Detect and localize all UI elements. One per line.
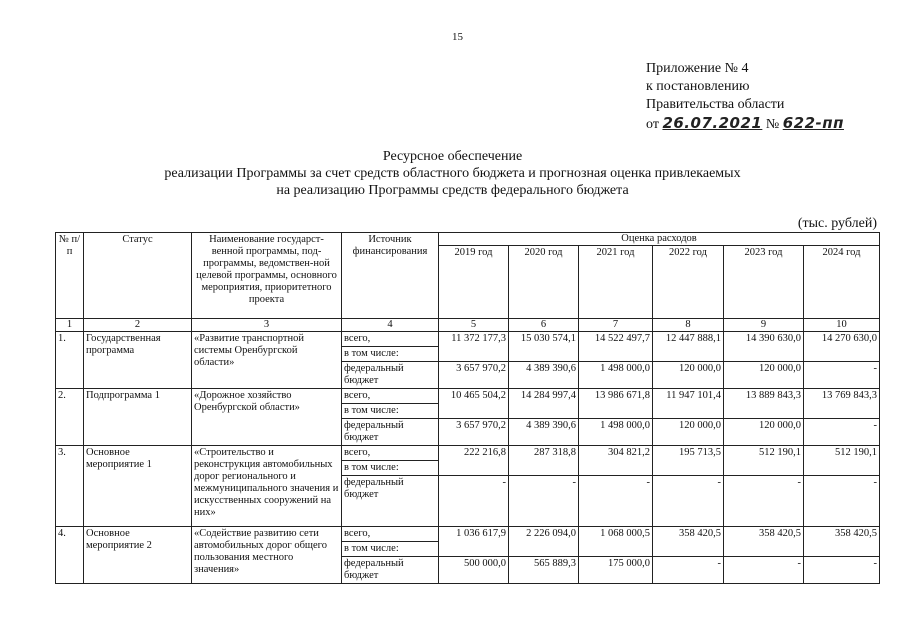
units-label: (тыс. рублей) [797,216,877,231]
table-row [56,527,880,542]
federal-value: 1 498 000,0 [579,419,653,446]
federal-value: - [653,476,724,527]
row-num: 4. [56,527,84,584]
column-number: 2 [84,319,192,332]
header-year: 2019 год [439,246,509,319]
total-value: 195 713,5 [653,446,724,476]
total-value: 11 947 101,4 [653,389,724,419]
appendix-line-2: к постановлению [646,79,750,94]
appendix-line-1: Приложение № 4 [646,61,749,76]
column-number: 8 [653,319,724,332]
document-title [0,148,905,199]
federal-value: 4 389 390,6 [509,362,579,389]
source-incl: в том числе: [342,347,439,362]
federal-value: 3 657 970,2 [439,362,509,389]
total-value: 512 190,1 [804,446,880,476]
total-value: 12 447 888,1 [653,332,724,362]
total-value: 13 889 843,3 [724,389,804,419]
source-federal: федеральный бюджет [342,476,439,527]
source-total: всего, [342,446,439,461]
total-value: 358 420,5 [724,527,804,557]
title-line-3: на реализацию Программы средств федерального бюджета [276,183,629,198]
federal-value: - [579,476,653,527]
federal-value: 120 000,0 [653,419,724,446]
row-status: Основное мероприятие 1 [84,446,192,527]
column-number: 6 [509,319,579,332]
appendix-block [646,60,844,134]
header-row-1 [56,233,880,246]
total-value: 13 986 671,8 [579,389,653,419]
total-value: 15 030 574,1 [509,332,579,362]
source-incl: в том числе: [342,542,439,557]
source-incl: в том числе: [342,461,439,476]
column-number: 1 [56,319,84,332]
row-name: «Дорожное хозяйство Оренбургской области» [192,389,342,446]
source-federal: федеральный бюджет [342,557,439,584]
source-federal: федеральный бюджет [342,362,439,389]
total-value: 2 226 094,0 [509,527,579,557]
header-name: Наименование государст-венной программы, под-программы, ведомствен-ной целевой программы, основного мероприятия, приоритетного проекта [192,233,342,319]
appendix-date-line [646,114,844,134]
handwritten-date: 26.07.2021 [662,114,763,132]
appendix-line-3: Правительства области [646,97,785,112]
header-year: 2023 год [724,246,804,319]
column-number: 4 [342,319,439,332]
total-value: 11 372 177,3 [439,332,509,362]
federal-value: - [653,557,724,584]
source-incl: в том числе: [342,404,439,419]
row-num: 1. [56,332,84,389]
total-value: 512 190,1 [724,446,804,476]
total-value: 358 420,5 [804,527,880,557]
federal-value: - [439,476,509,527]
total-value: 14 270 630,0 [804,332,880,362]
federal-value: 3 657 970,2 [439,419,509,446]
row-name: «Содействие развитию сети автомобильных дорог общего пользования местного значения» [192,527,342,584]
total-value: 222 216,8 [439,446,509,476]
header-estimate: Оценка расходов [439,233,880,246]
federal-value: - [509,476,579,527]
federal-value: 4 389 390,6 [509,419,579,446]
row-num: 3. [56,446,84,527]
federal-value: 120 000,0 [724,419,804,446]
page-number: 15 [452,31,463,43]
total-value: 14 284 997,4 [509,389,579,419]
federal-value: - [724,476,804,527]
federal-value: - [804,419,880,446]
federal-value: - [804,362,880,389]
column-number: 10 [804,319,880,332]
header-num: № п/п [56,233,84,319]
table-row [56,389,880,404]
resource-table [55,232,880,584]
federal-value: 565 889,3 [509,557,579,584]
total-value: 1 068 000,5 [579,527,653,557]
row-status: Основное мероприятие 2 [84,527,192,584]
federal-value: - [804,557,880,584]
column-number: 5 [439,319,509,332]
federal-value: 120 000,0 [653,362,724,389]
row-name: «Развитие транспортной системы Оренбургской области» [192,332,342,389]
header-year: 2020 год [509,246,579,319]
federal-value: 175 000,0 [579,557,653,584]
row-status: Государственная программа [84,332,192,389]
total-value: 14 522 497,7 [579,332,653,362]
number-prefix: № [765,117,780,132]
row-name: «Строительство и реконструкция автомобильных дорог регионального и межмуниципального значения и искусственных сооружений на них» [192,446,342,527]
header-year: 2022 год [653,246,724,319]
total-value: 287 318,8 [509,446,579,476]
column-number: 3 [192,319,342,332]
table-row [56,446,880,461]
total-value: 14 390 630,0 [724,332,804,362]
federal-value: 500 000,0 [439,557,509,584]
total-value: 1 036 617,9 [439,527,509,557]
total-value: 13 769 843,3 [804,389,880,419]
source-total: всего, [342,389,439,404]
title-line-1: Ресурсное обеспечение [382,149,523,164]
title-line-2: реализации Программы за счет средств областного бюджета и прогнозная оценка привлекаемых [164,166,741,181]
column-number: 7 [579,319,653,332]
table-row [56,332,880,347]
handwritten-number: 622-пп [782,114,844,132]
header-status: Статус [84,233,192,319]
federal-value: 120 000,0 [724,362,804,389]
column-number-row [56,319,880,332]
federal-value: - [724,557,804,584]
header-year: 2024 год [804,246,880,319]
row-status: Подпрограмма 1 [84,389,192,446]
source-federal: федеральный бюджет [342,419,439,446]
column-number: 9 [724,319,804,332]
source-total: всего, [342,527,439,542]
total-value: 304 821,2 [579,446,653,476]
date-prefix: от [646,117,659,132]
total-value: 10 465 504,2 [439,389,509,419]
federal-value: 1 498 000,0 [579,362,653,389]
header-source: Источник финансирования [342,233,439,319]
source-total: всего, [342,332,439,347]
row-num: 2. [56,389,84,446]
total-value: 358 420,5 [653,527,724,557]
federal-value: - [804,476,880,527]
header-year: 2021 год [579,246,653,319]
